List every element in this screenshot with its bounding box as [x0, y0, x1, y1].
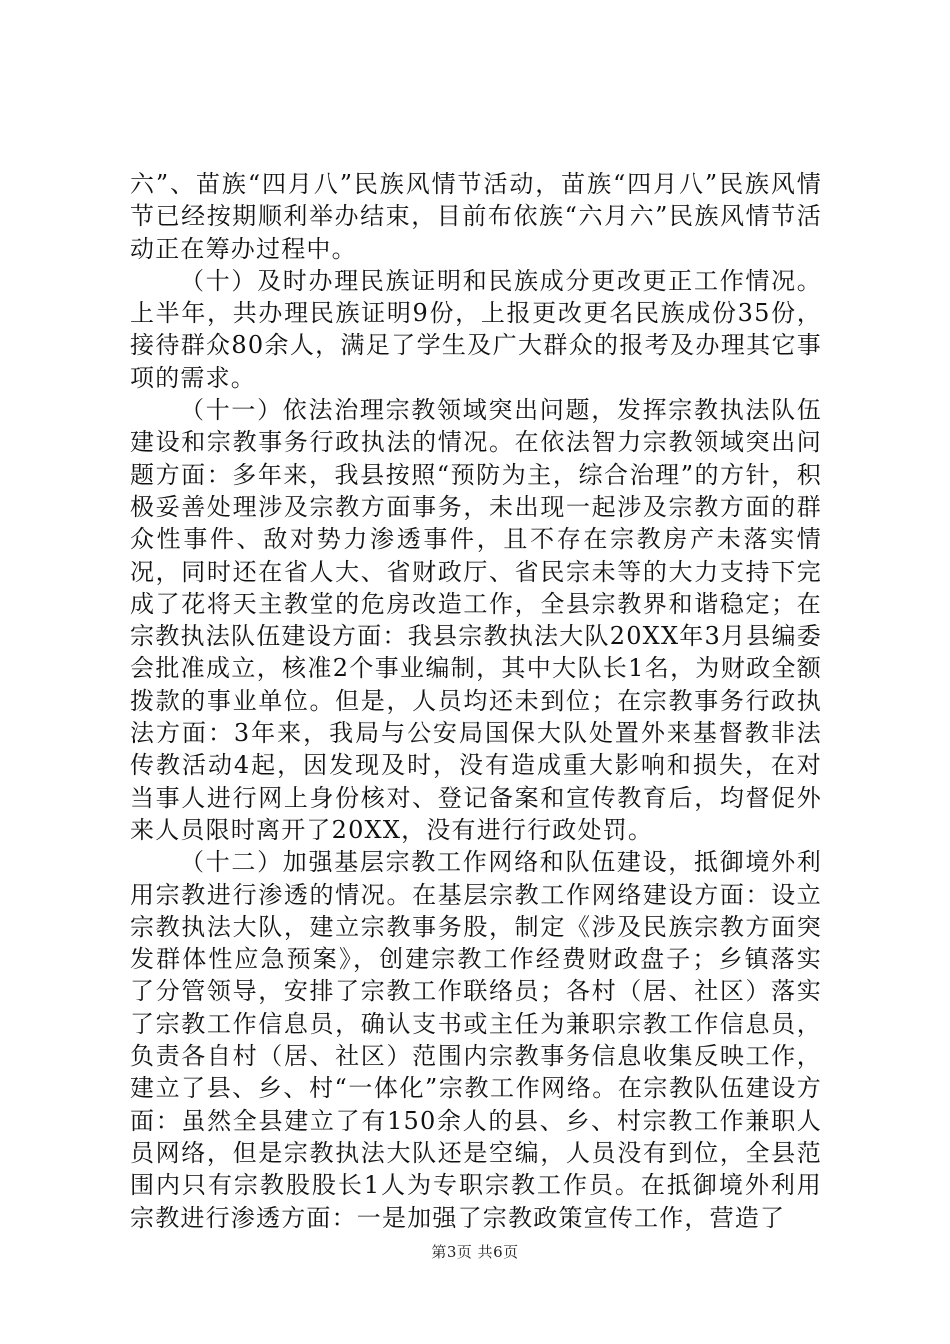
paragraph-section-12: （十二）加强基层宗教工作网络和队伍建设，抵御境外利用宗教进行渗透的情况。在基层宗教工作网络建设方面：设立宗教执法大队，建立宗教事务股，制定《涉及民族宗教方面突发群体性应急预案》，创建宗教工作经费财政盘子；乡镇落实了分管领导，安排了宗教工作联络员；各村（居、社区）落实了宗教工作信息员，确认支书或主任为兼职宗教工作信息员，负责各自村（居、社区）范围内宗教事务信息收集反映工作，建立了县、乡、村“一体化”宗教工作网络。在宗教队伍建设方面：虽然全县建立了有150余人的县、乡、村宗教工作兼职人员网络，但是宗教执法大队还是空编，人员没有到位，全县范围内只有宗教股股长1人为专职宗教工作员。在抵御境外利用宗教进行渗透方面：一是加强了宗教政策宣传工作，营造了 — [130, 848, 822, 1232]
paragraph-section-10: （十）及时办理民族证明和民族成分更改更正工作情况。上半年，共办理民族证明9份，上报更改更名民族成份35份，接待群众80余人，满足了学生及广大群众的报考及办理其它事项的需求。 — [130, 266, 822, 392]
document-body — [130, 168, 822, 1234]
paragraph-section-11: （十一）依法治理宗教领域突出问题，发挥宗教执法队伍建设和宗教事务行政执法的情况。在依法智力宗教领域突出问题方面：多年来，我县按照“预防为主，综合治理”的方针，积极妥善处理涉及宗教方面事务，未出现一起涉及宗教方面的群众性事件、敌对势力渗透事件，且不存在宗教房产未落实情况，同时还在省人大、省财政厅、省民宗未等的大力支持下完成了花将天主教堂的危房改造工作，全县宗教界和谐稳定；在宗教执法队伍建设方面：我县宗教执法大队20XX年3月县编委会批准成立，核准2个事业编制，其中大队长1名，为财政全额拨款的事业单位。但是，人员均还未到位；在宗教事务行政执法方面：3年来，我局与公安局国保大队处置外来基督教非法传教活动4起，因发现及时，没有造成重大影响和损失，在对当事人进行网上身份核对、登记备案和宣传教育后，均督促外来人员限时离开了20XX，没有进行行政处罚。 — [130, 396, 822, 844]
paragraph-continuation: 六”、苗族“四月八”民族风情节活动，苗族“四月八”民族风情节已经按期顺利举办结束，目前布依族“六月六”民族风情节活动正在筹办过程中。 — [130, 170, 822, 263]
page-footer: 第3页 共6页 — [431, 1243, 519, 1261]
